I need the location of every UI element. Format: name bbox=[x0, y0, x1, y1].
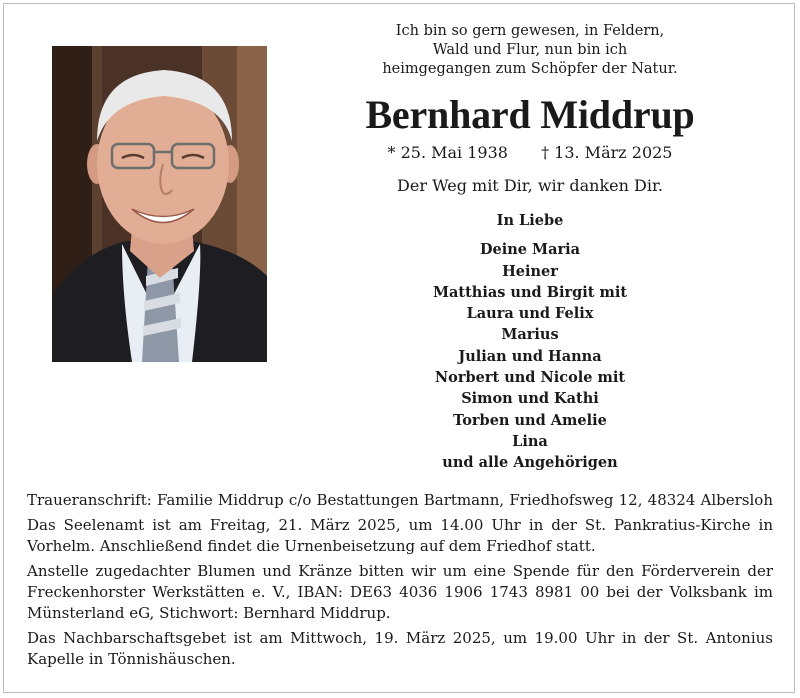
poem-line: Ich bin so gern gewesen, in Feldern, bbox=[395, 23, 665, 39]
life-dates bbox=[300, 143, 760, 162]
mourner-name: Norbert und Nicole mit bbox=[434, 369, 626, 387]
mourner-name: Heiner bbox=[502, 262, 558, 280]
poem bbox=[300, 22, 760, 79]
prayer-info: Das Nachbarschaftsgebet ist am Mittwoch, 19. März 2025, um 19.00 Uhr in der St. Antonius Kapelle in Tönnishäuschen. bbox=[27, 629, 773, 668]
notice-main bbox=[300, 22, 760, 474]
mourner-name: Matthias und Birgit mit bbox=[432, 283, 628, 301]
mourner-name: Marius bbox=[501, 326, 559, 344]
mourner-name: Lina bbox=[512, 432, 548, 450]
poem-line: Wald und Flur, nun bin ich bbox=[432, 42, 628, 58]
mourner-name: Simon und Kathi bbox=[461, 390, 599, 408]
service-info: Das Seelenamt ist am Freitag, 21. März 2025, um 14.00 Uhr in der St. Pankratius-Kirche in Vorhelm. Anschließend findet die Urnenbeisetzung auf dem Friedhof statt. bbox=[27, 516, 773, 555]
portrait-photo bbox=[52, 46, 267, 362]
donation-info: Anstelle zugedachter Blumen und Kränze bitten wir um eine Spende für den Förderverein der Freckenhorster Werkstätten e. V., IBAN: DE63 4036 1906 1743 8981 00 bei der Volksbank im Münsterland eG, Stichwort: Bernhard Middrup. bbox=[27, 562, 773, 622]
mourner-name: Torben und Amelie bbox=[453, 411, 607, 429]
death-date: † 13. März 2025 bbox=[541, 143, 673, 162]
deceased-name: Bernhard Middrup bbox=[365, 92, 695, 137]
mourner-name: und alle Angehörigen bbox=[442, 454, 618, 472]
motto: Der Weg mit Dir, wir danken Dir. bbox=[397, 176, 663, 195]
birth-date: * 25. Mai 1938 bbox=[387, 143, 508, 162]
poem-line: heimgegangen zum Schöpfer der Natur. bbox=[382, 61, 678, 77]
mourner-name: Laura und Felix bbox=[466, 305, 594, 323]
mourner-name: Julian und Hanna bbox=[458, 347, 602, 365]
mourners-list bbox=[300, 210, 760, 474]
mourner-name: Deine Maria bbox=[479, 241, 581, 259]
mourners-lead: In Liebe bbox=[496, 212, 564, 229]
mourning-address: Traueranschrift: Familie Middrup c/o Bestattungen Bartmann, Friedhofsweg 12, 48324 Albersloh bbox=[27, 491, 773, 509]
notice-details bbox=[27, 490, 773, 674]
